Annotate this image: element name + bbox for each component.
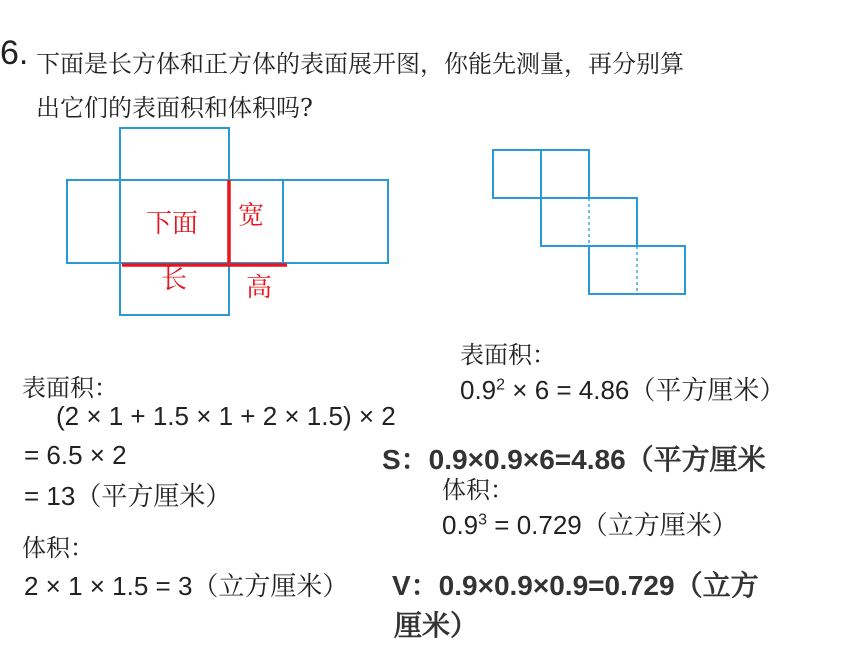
cube-surface-rest: × 6 = 4.86（平方厘米） bbox=[505, 375, 786, 405]
cube-volume-alt-line2: 厘米） bbox=[394, 610, 479, 641]
cube-surface-base: 0.9 bbox=[460, 375, 497, 405]
bottom-face-label: 下面 bbox=[146, 209, 199, 239]
cube-surface-title: 表面积： bbox=[460, 341, 556, 369]
cube-volume-base: 0.9 bbox=[442, 510, 479, 540]
cuboid-net-top-face bbox=[120, 128, 229, 180]
cube-surface-exponent: 2 bbox=[496, 376, 506, 394]
cube-volume-rest: = 0.729（立方厘米） bbox=[487, 510, 738, 540]
cube-surface-alt: S：0.9×0.9×6=4.86（平方厘米 bbox=[382, 444, 766, 475]
cube-surface-formula bbox=[460, 370, 785, 407]
cuboid-volume-title: 体积： bbox=[22, 534, 94, 562]
cuboid-surface-line3: = 13（平方厘米） bbox=[24, 481, 232, 511]
height-label: 高 bbox=[246, 273, 273, 303]
length-label: 长 bbox=[161, 265, 188, 295]
cuboid-volume-line1: 2 × 1 × 1.5 = 3（立方厘米） bbox=[24, 571, 349, 601]
question-text-line2: 出它们的表面积和体积吗? bbox=[36, 94, 313, 122]
question-number: 6. bbox=[0, 34, 29, 72]
cube-volume-exponent: 3 bbox=[478, 511, 488, 529]
cuboid-surface-line1: (2 × 1 + 1.5 × 1 + 2 × 1.5) × 2 bbox=[56, 401, 396, 431]
cube-volume-alt-line1: V：0.9×0.9×0.9=0.729（立方 bbox=[392, 570, 759, 601]
cube-volume-title: 体积： bbox=[442, 476, 514, 504]
width-label: 宽 bbox=[238, 201, 265, 231]
cuboid-surface-line2: = 6.5 × 2 bbox=[24, 440, 127, 470]
question-text-line1: 下面是长方体和正方体的表面展开图，你能先测量，再分别算 bbox=[36, 50, 684, 78]
cuboid-surface-title: 表面积： bbox=[22, 374, 118, 402]
cube-volume-formula bbox=[442, 505, 738, 542]
